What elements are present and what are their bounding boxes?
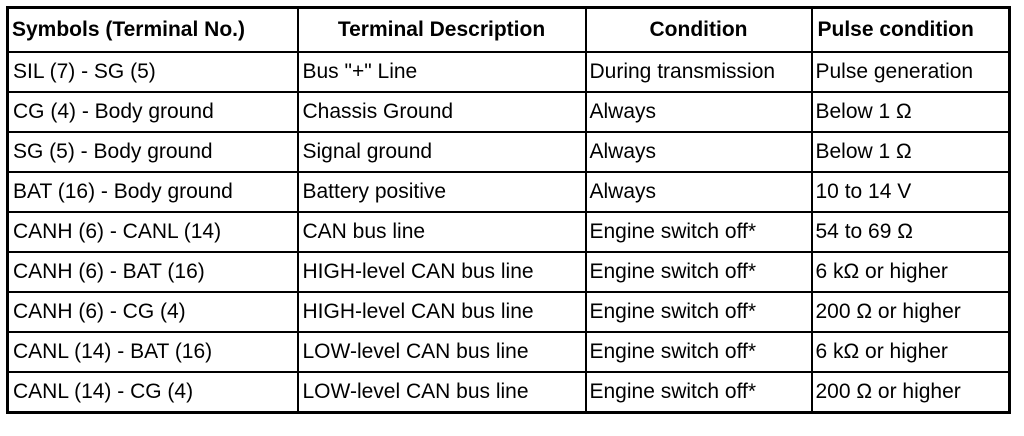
cell-symbols: CANH (6) - CG (4) [8,292,298,332]
cell-pulse-condition: 54 to 69 Ω [812,212,1010,252]
cell-description: LOW-level CAN bus line [298,332,586,372]
table-row [8,292,1010,332]
terminal-table [6,6,1011,414]
cell-description: Signal ground [298,132,586,172]
cell-description: CAN bus line [298,212,586,252]
cell-condition: Engine switch off* [586,252,812,292]
cell-pulse-condition: 6 kΩ or higher [812,332,1010,372]
cell-description: Battery positive [298,172,586,212]
cell-description: Bus "+" Line [298,52,586,92]
cell-pulse-condition: Pulse generation [812,52,1010,92]
table-row [8,132,1010,172]
table-body [8,52,1010,413]
table-row [8,212,1010,252]
cell-description: Chassis Ground [298,92,586,132]
cell-symbols: CANH (6) - BAT (16) [8,252,298,292]
cell-symbols: CG (4) - Body ground [8,92,298,132]
cell-symbols: SG (5) - Body ground [8,132,298,172]
table-header-row [8,8,1010,52]
table-row [8,92,1010,132]
cell-condition: Engine switch off* [586,212,812,252]
cell-condition: Always [586,92,812,132]
cell-condition: Always [586,132,812,172]
header-condition: Condition [586,8,812,52]
table-row [8,372,1010,413]
cell-pulse-condition: 200 Ω or higher [812,292,1010,332]
table-row [8,172,1010,212]
cell-pulse-condition: 200 Ω or higher [812,372,1010,413]
cell-pulse-condition: 6 kΩ or higher [812,252,1010,292]
cell-pulse-condition: 10 to 14 V [812,172,1010,212]
header-symbols: Symbols (Terminal No.) [8,8,298,52]
cell-description: LOW-level CAN bus line [298,372,586,413]
table-row [8,252,1010,292]
cell-pulse-condition: Below 1 Ω [812,132,1010,172]
cell-condition: Engine switch off* [586,292,812,332]
cell-symbols: BAT (16) - Body ground [8,172,298,212]
cell-symbols: CANL (14) - BAT (16) [8,332,298,372]
cell-pulse-condition: Below 1 Ω [812,92,1010,132]
cell-condition: Always [586,172,812,212]
header-pulse-condition: Pulse condition [812,8,1010,52]
cell-condition: Engine switch off* [586,332,812,372]
cell-condition: During transmission [586,52,812,92]
table-row [8,332,1010,372]
terminal-table-container [6,6,1011,414]
cell-description: HIGH-level CAN bus line [298,252,586,292]
cell-condition: Engine switch off* [586,372,812,413]
cell-symbols: SIL (7) - SG (5) [8,52,298,92]
table-row [8,52,1010,92]
header-description: Terminal Description [298,8,586,52]
cell-symbols: CANL (14) - CG (4) [8,372,298,413]
cell-symbols: CANH (6) - CANL (14) [8,212,298,252]
cell-description: HIGH-level CAN bus line [298,292,586,332]
